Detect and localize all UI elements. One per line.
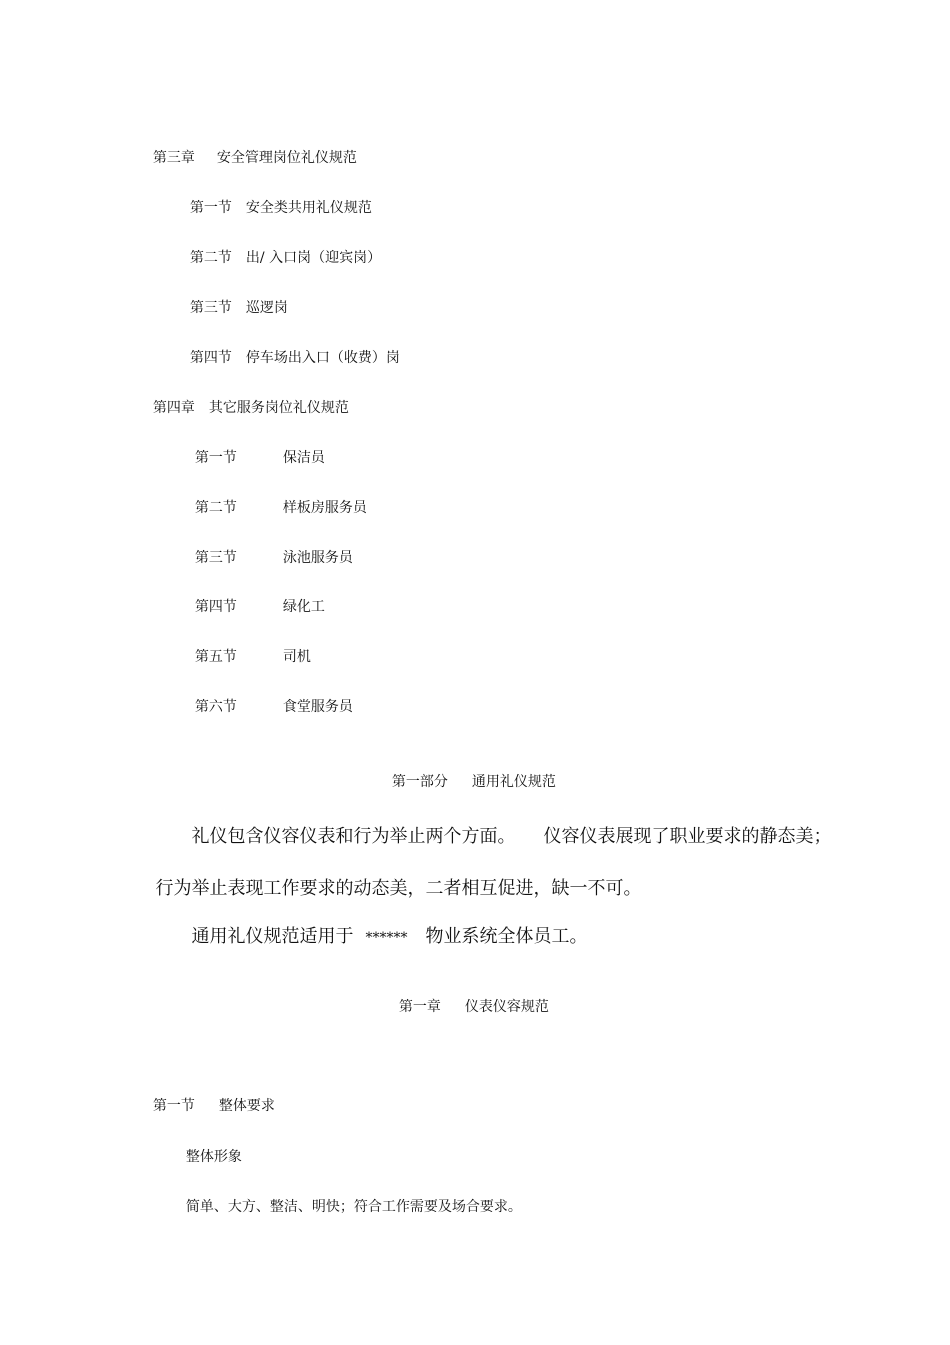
toc-entry	[181, 281, 288, 317]
intro-text: 礼仪包含仪容仪表和行为举止两个方面。	[191, 826, 516, 847]
section-title: 食堂服务员	[282, 699, 353, 715]
chapter-1-label: 第一章	[398, 999, 441, 1015]
intro-text: 仪容仪表展现了职业要求的静态美	[543, 826, 814, 847]
company-placeholder: ******	[365, 930, 408, 946]
overall-image-label: 整体形象	[185, 1149, 242, 1165]
overall-image-text	[177, 1180, 522, 1216]
section-label: 第二节	[189, 250, 232, 266]
chapter-3-heading	[144, 131, 357, 167]
intro-text: 行为举止表现工作要求的动态美，二者相互促进，缺一不可。	[155, 878, 642, 899]
section-1-label: 第一节	[152, 1098, 195, 1114]
toc-entry	[186, 431, 325, 467]
section-label: 第一节	[194, 450, 237, 466]
chapter-3-title: 安全管理岗位礼仪规范	[216, 150, 357, 166]
section-label: 第一节	[189, 200, 232, 216]
intro-paragraph-line-2	[144, 856, 641, 900]
chapter-4-title: 其它服务岗位礼仪规范	[208, 400, 349, 416]
toc-entry	[186, 630, 311, 666]
chapter-1-title: 仪表仪容规范	[464, 999, 549, 1015]
part-1-title: 通用礼仪规范	[471, 774, 556, 790]
scope-paragraph	[180, 904, 587, 949]
scope-text: 物业系统全体员工。	[425, 926, 588, 947]
section-title: 巡逻岗	[245, 300, 288, 316]
section-title: 样板房服务员	[282, 500, 367, 516]
section-label: 第六节	[194, 699, 237, 715]
intro-text: ；	[813, 826, 832, 847]
scope-text: 通用礼仪规范适用于	[191, 926, 354, 947]
toc-entry	[186, 680, 353, 716]
toc-entry	[181, 181, 372, 217]
toc-entry	[186, 580, 325, 616]
section-title: 安全类共用礼仪规范	[245, 200, 372, 216]
toc-entry	[186, 531, 353, 567]
section-label: 第三节	[194, 550, 237, 566]
section-label: 第四节	[189, 350, 232, 366]
section-label: 第四节	[194, 599, 237, 615]
part-1-label: 第一部分	[391, 774, 448, 790]
section-title: 停车场出入口（收费）岗	[245, 350, 400, 366]
section-1-heading	[144, 1079, 275, 1115]
section-title: 司机	[282, 649, 311, 665]
section-title: 出/ 入口岗（迎宾岗）	[245, 250, 382, 266]
section-title: 泳池服务员	[282, 550, 353, 566]
section-title: 保洁员	[282, 450, 325, 466]
chapter-3-label: 第三章	[152, 150, 195, 166]
overall-image-heading	[177, 1130, 242, 1166]
toc-entry	[181, 231, 381, 267]
section-label: 第三节	[189, 300, 232, 316]
chapter-1-heading	[390, 980, 549, 1016]
toc-entry	[181, 331, 400, 367]
section-title: 绿化工	[282, 599, 325, 615]
chapter-4-heading	[144, 381, 349, 417]
section-label: 第二节	[194, 500, 237, 516]
intro-paragraph-line-1	[180, 804, 813, 848]
overall-image-description: 简单、大方、整洁、明快；符合工作需要及场合要求。	[185, 1199, 522, 1215]
section-1-title: 整体要求	[218, 1098, 275, 1114]
chapter-4-label: 第四章	[152, 400, 195, 416]
intro-punctuation	[802, 804, 831, 848]
toc-entry	[186, 481, 367, 517]
section-label: 第五节	[194, 649, 237, 665]
part-1-heading	[383, 755, 556, 791]
